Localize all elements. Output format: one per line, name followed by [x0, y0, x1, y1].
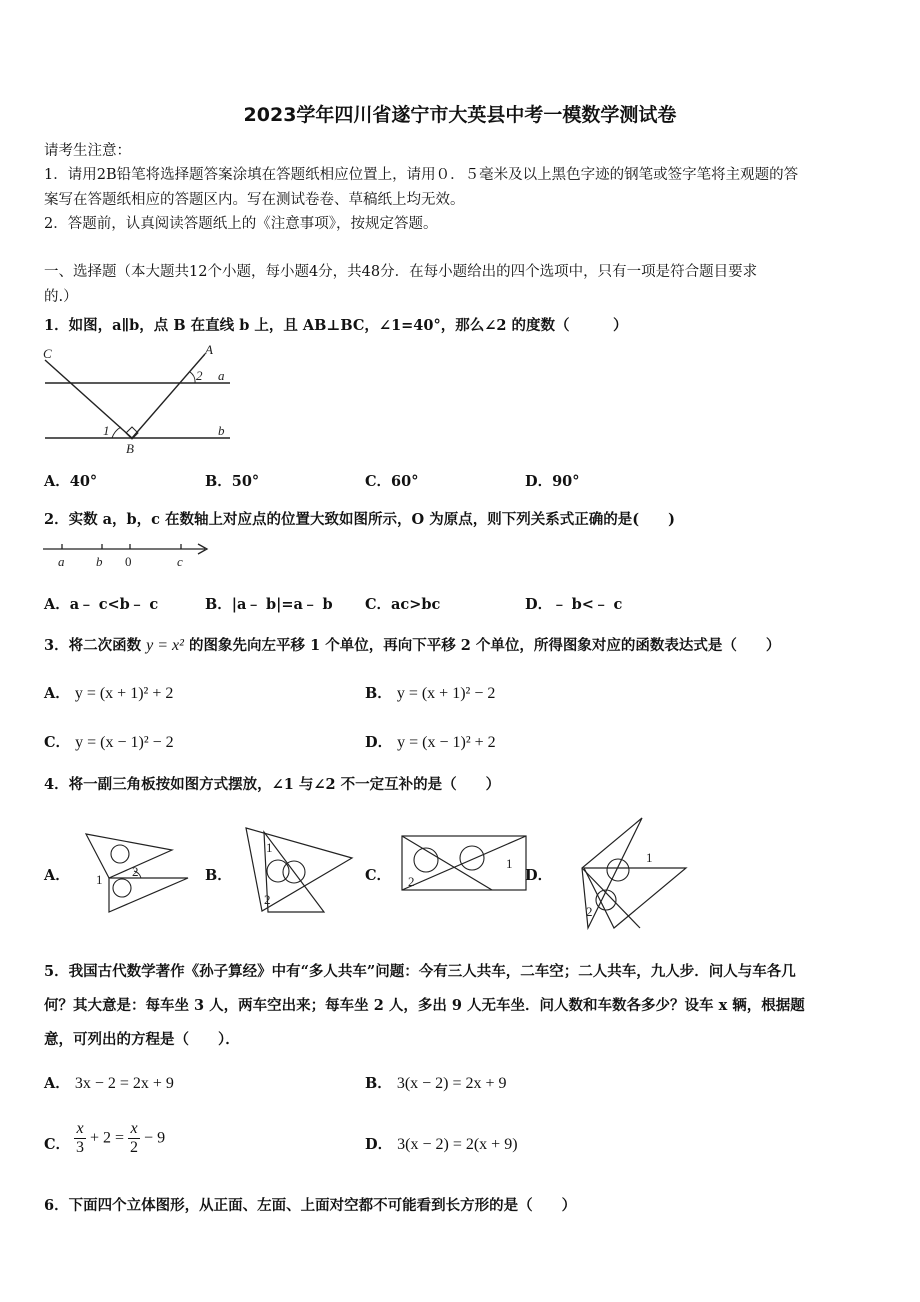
frac-end: − 9: [144, 1129, 166, 1147]
q1-option-b: B．50°: [205, 473, 260, 490]
section-heading-2: 的.）: [44, 289, 78, 305]
q3-stem: [44, 634, 780, 655]
q4-figure-b: [242, 826, 357, 914]
q3-stem-tail: 的图象先向左平移 1 个单位，再向下平移 2 个单位，所得图象对应的函数表达式是（ ）: [189, 637, 781, 654]
q5-stem-line-1: 5．我国古代数学著作《孙子算经》中有“多人共车”问题：今有三人共车，二车空；二人共车，九人步．问人与车各几: [44, 963, 796, 980]
q4-stem: 4．将一副三角板按如图方式摆放，∠1 与∠2 不一定互补的是（ ）: [44, 776, 501, 793]
q2-option-a: A．a﹣ c<b﹣ c: [44, 596, 159, 613]
axis-label-zero: 0: [125, 554, 132, 569]
q4d-label-2: 2: [586, 904, 593, 919]
axis-label-c: c: [177, 554, 183, 569]
q4-option-b-label: B．: [205, 867, 232, 884]
q2-option-c: C．ac>bc: [365, 596, 441, 613]
q1-label-c: C: [43, 346, 52, 361]
q4-figure-d: [578, 816, 690, 932]
q2-number-line: [40, 538, 215, 573]
q3-option-d: D． y = (x − 1)² + 2: [365, 734, 496, 751]
q1-option-d: D．90°: [525, 473, 580, 490]
q3-option-a-expr: y = (x + 1)² + 2: [74, 685, 174, 702]
q4-option-a-label: A．: [44, 867, 70, 884]
q4a-label-1: 1: [96, 872, 103, 887]
q5-stem-line-2: 何？其大意是：每车坐 3 人，两车空出来；每车坐 2 人，多出 9 人无车坐．问人数和车数各多少？设车 x 辆，根据题: [44, 997, 805, 1014]
q3-option-d-expr: y = (x − 1)² + 2: [397, 734, 496, 751]
q5-option-a: A． 3x − 2 = 2x + 9: [44, 1075, 174, 1092]
q5-option-c-expr: [74, 1120, 165, 1157]
q5-option-b: B． 3(x − 2) = 2x + 9: [365, 1075, 507, 1092]
q3-option-a: A． y = (x + 1)² + 2: [44, 685, 174, 702]
frac2-den: 2: [130, 1139, 139, 1156]
notice-line-2: 2．答题前，认真阅读答题纸上的《注意事项》，按规定答题。: [44, 216, 438, 232]
q4a-label-2: 2: [132, 864, 139, 879]
q1-stem: 1．如图，a∥b，点 B 在直线 b 上，且 AB⊥BC，∠1=40°，那么∠2 的度数（ ）: [44, 317, 628, 334]
q3-stem-function: y = x²: [146, 637, 184, 654]
notice-heading: 请考生注意：: [44, 143, 131, 159]
frac1-num: x: [76, 1120, 84, 1137]
section-heading-1: 一、选择题（本大题共12个小题，每小题4分，共48分．在每小题给出的四个选项中，只有一项是符合题目要求: [44, 264, 758, 280]
q4-figure-c: [400, 834, 530, 894]
q4-option-d-label: D．: [525, 867, 553, 884]
q6-stem: 6．下面四个立体图形，从正面、左面、上面对空都不可能看到长方形的是（ ）: [44, 1197, 577, 1214]
q1-label-angle2: 2: [196, 368, 203, 383]
q4b-label-1: 1: [266, 840, 273, 855]
q1-option-a: A．40°: [44, 473, 98, 490]
q5-option-d-expr: 3(x − 2) = 2(x + 9): [397, 1136, 518, 1153]
q1-figure: [40, 340, 240, 455]
q4-option-c-label: C．: [365, 867, 392, 884]
q3-stem-lead: 3．将二次函数: [44, 637, 142, 654]
frac2-num: x: [130, 1120, 138, 1137]
notice-line-1a: 1．请用2B铅笔将选择题答案涂填在答题纸相应位置上，请用０．５毫米及以上黑色字迹的钢笔或签字笔将主观题的答: [44, 167, 799, 183]
q4c-label-1: 1: [506, 856, 513, 871]
q5-option-c-label: C．: [44, 1136, 71, 1153]
q3-option-c-expr: y = (x − 1)² − 2: [75, 734, 174, 751]
frac-mid: + 2 =: [90, 1129, 125, 1147]
q1-label-a-point: A: [205, 342, 213, 357]
q2-option-d: D．﹣ b<﹣ c: [525, 596, 623, 613]
q4d-label-1: 1: [646, 850, 653, 865]
axis-label-b: b: [96, 554, 103, 569]
q1-label-line-a: a: [218, 368, 225, 383]
q4b-label-2: 2: [264, 892, 271, 907]
q5-option-a-expr: 3x − 2 = 2x + 9: [74, 1075, 174, 1092]
q4-figure-a: [84, 832, 194, 914]
q1-option-c: C．60°: [365, 473, 419, 490]
q3-option-b: B． y = (x + 1)² − 2: [365, 685, 496, 702]
q3-option-b-expr: y = (x + 1)² − 2: [396, 685, 496, 702]
q5-stem-line-3: 意，可列出的方程是（ ）．: [44, 1031, 240, 1048]
frac1-den: 3: [76, 1139, 84, 1156]
q2-option-b: B．|a﹣ b|=a﹣ b: [205, 596, 333, 613]
q3-option-c: C． y = (x − 1)² − 2: [44, 734, 174, 751]
q1-label-b-point: B: [126, 441, 134, 456]
q2-stem: 2．实数 a，b，c 在数轴上对应点的位置大致如图所示，O 为原点，则下列关系式正确的是( ): [44, 511, 675, 528]
q1-label-angle1: 1: [103, 423, 110, 438]
axis-label-a: a: [58, 554, 65, 569]
page-title: 2023学年四川省遂宁市大英县中考一模数学测试卷: [243, 104, 677, 126]
q1-label-line-b: b: [218, 423, 225, 438]
q4c-label-2: 2: [408, 874, 415, 889]
q5-option-d: D． 3(x − 2) = 2(x + 9): [365, 1136, 518, 1153]
q5-option-b-expr: 3(x − 2) = 2x + 9: [396, 1075, 507, 1092]
notice-line-1b: 案写在答题纸相应的答题区内。写在测试卷卷、草稿纸上均无效。: [44, 192, 465, 208]
